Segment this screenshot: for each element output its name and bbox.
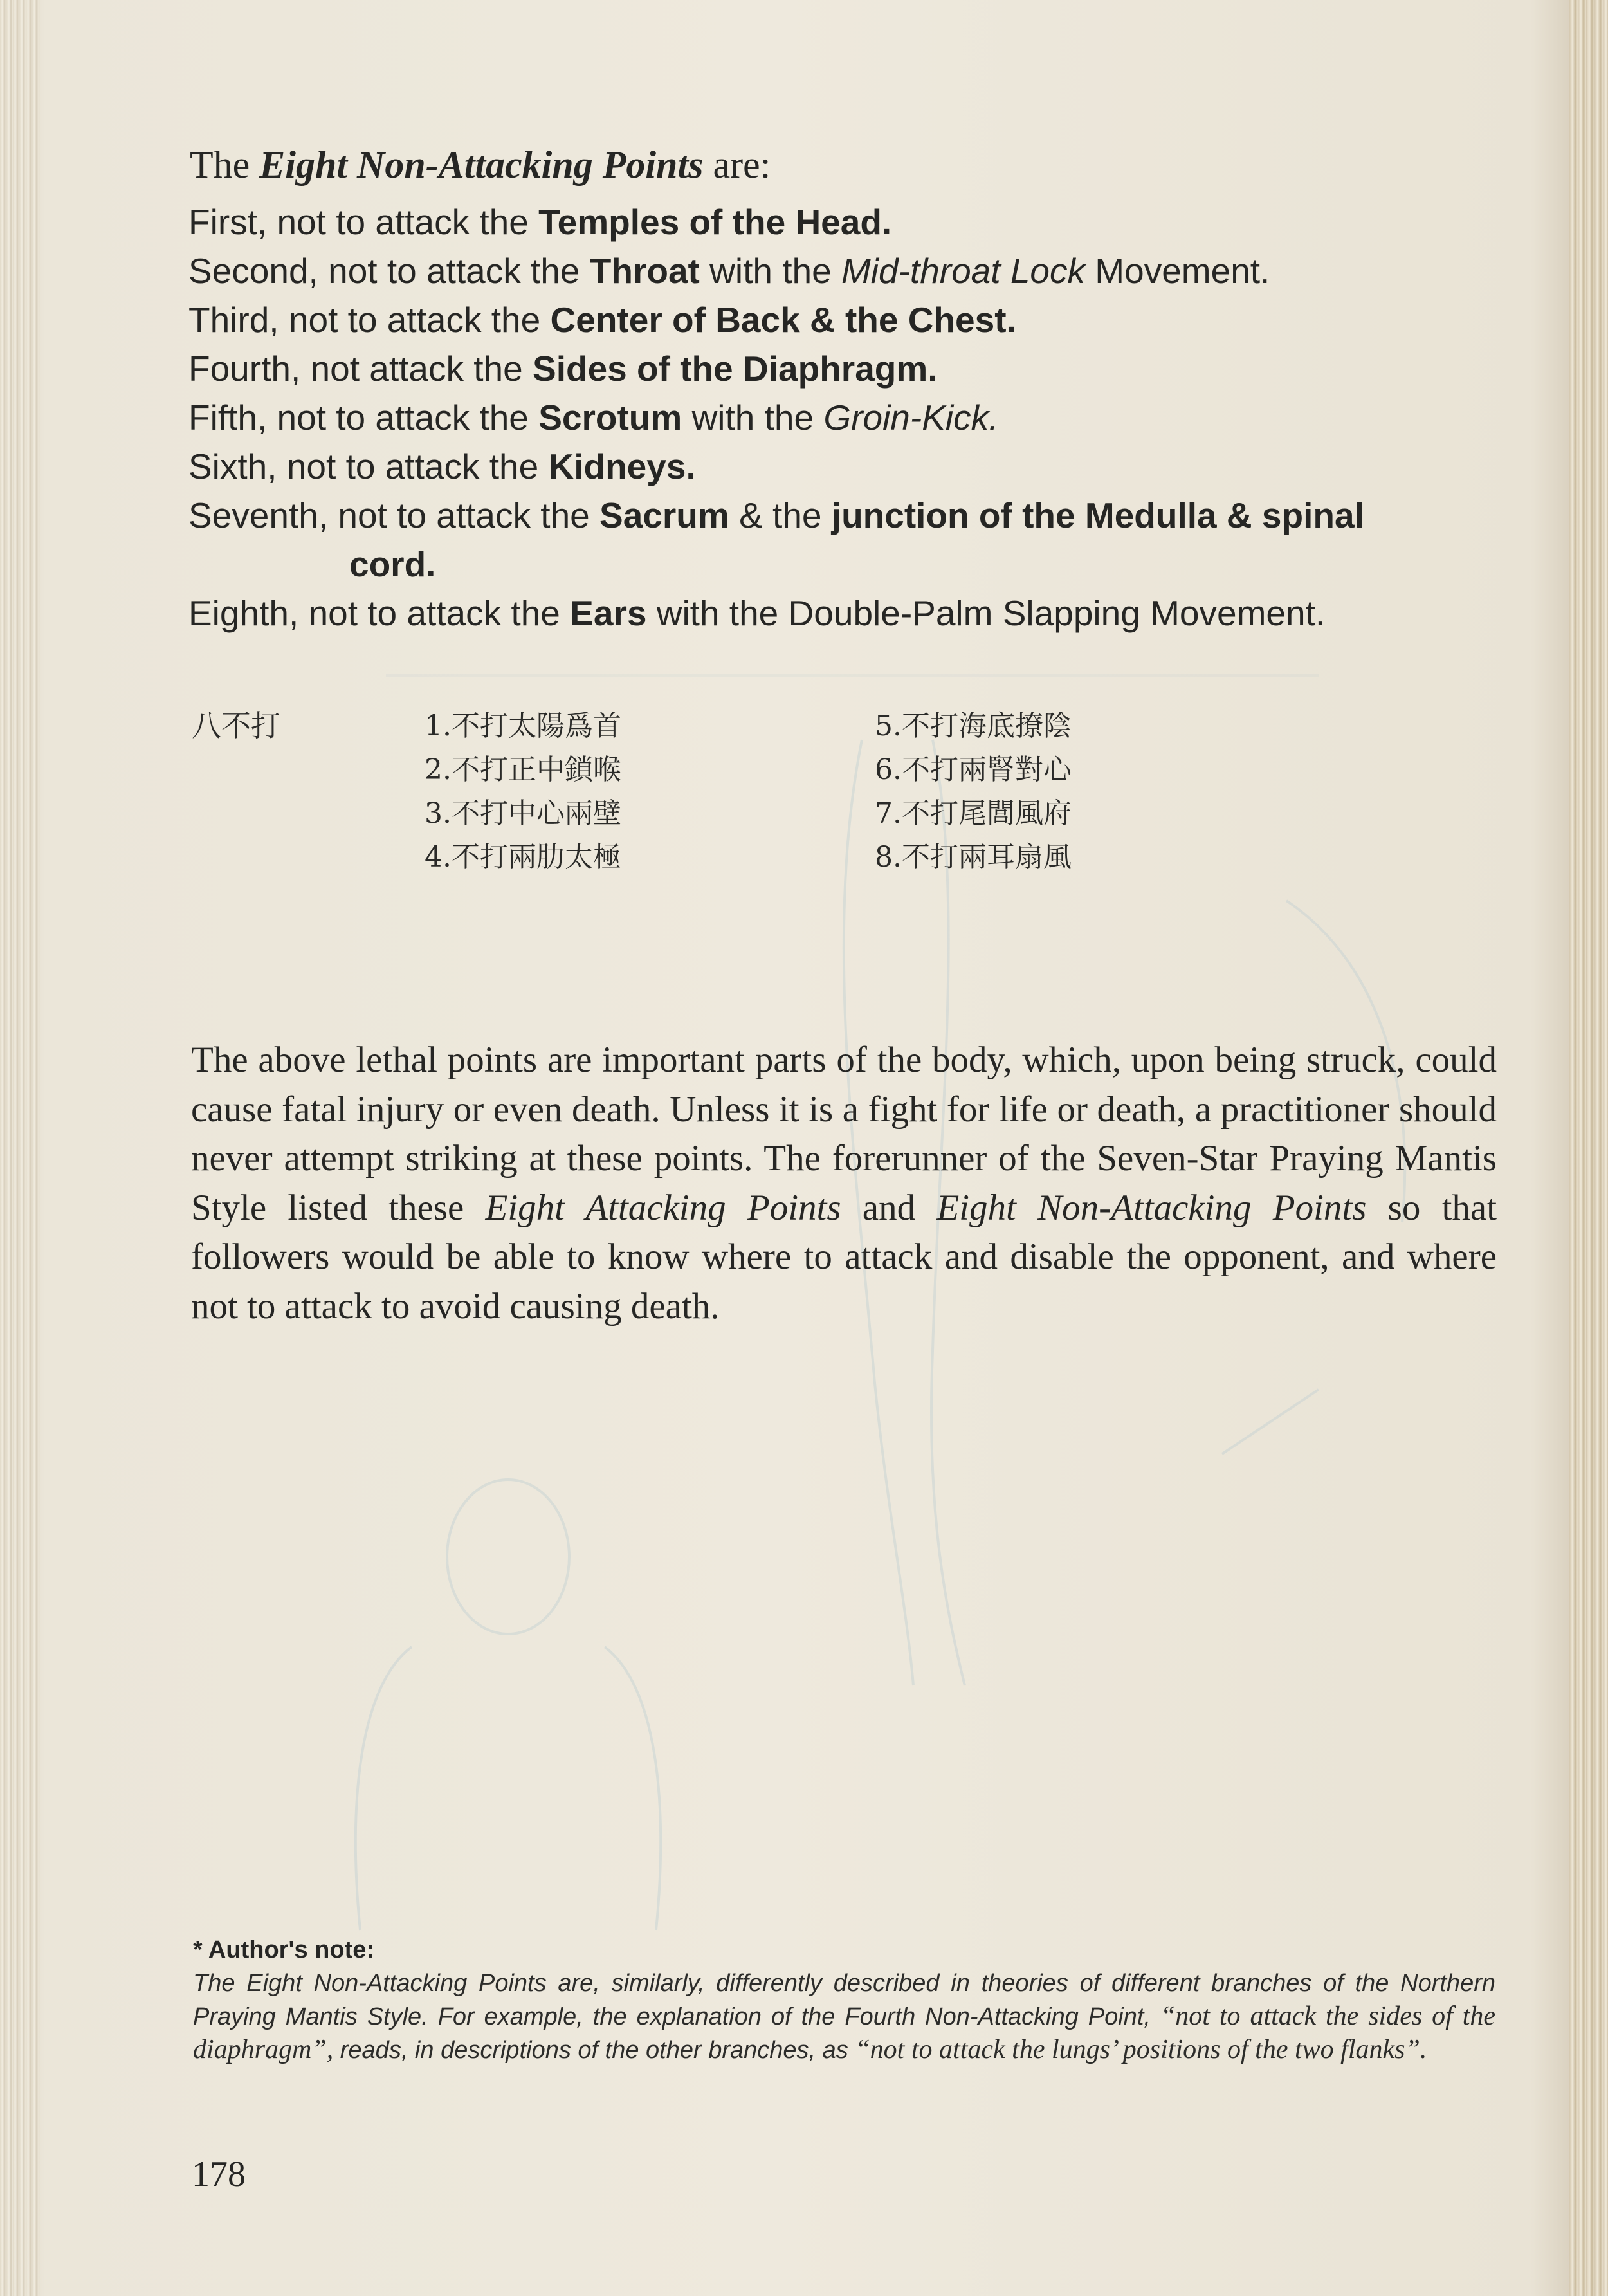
point-8: Eighth, not to attack the Ears with the Double-Palm Slapping Movement. [188,593,1326,633]
point-7: Seventh, not to attack the Sacrum & the junction of the Medulla & spinal [188,495,1364,535]
body-paragraph: The above lethal points are important parts of the body, which, upon being struck, could cause fatal injury or even death. Unless it is a fight for life or death, a practitioner should never attempt striking at these points. The forerunner of the Seven-Star Praying Mantis Style listed these Eight Attacking Points and Eight Non-Attacking Points so that followers would be able to know where to attack and disable the opponent, and where not to attack to avoid causing death. [191,1040,1497,1327]
chinese-item-7: 7.不打尾閭風府 [875,797,1072,830]
author-note-title: * Author's note: [193,1936,375,1963]
chinese-heading: 八不打 [192,708,280,743]
chinese-item-6: 6.不打兩腎對心 [875,753,1072,786]
chinese-item-2: 2.不打正中鎖喉 [425,753,621,786]
point-4: Fourth, not attack the Sides of the Diaphragm. [188,349,938,389]
intro-line: The Eight Non-Attacking Points are: [190,143,771,186]
point-1: First, not to attack the Temples of the Head. [188,202,892,242]
point-2: Second, not to attack the Throat with the Mid-throat Lock Movement. [188,251,1270,291]
point-5: Fifth, not to attack the Scrotum with the Groin-Kick. [188,398,999,437]
chinese-item-1: 1.不打太陽爲首 [425,710,621,742]
chinese-item-5: 5.不打海底撩陰 [875,710,1072,742]
chinese-item-3: 3.不打中心兩壁 [425,797,621,830]
chinese-item-4: 4.不打兩肋太極 [425,841,621,874]
point-7-continuation: cord. [349,544,436,584]
author-note-body: The Eight Non-Attacking Points are, similarly, differently described in theories of different branches of the Northern Praying Mantis Style. For example, the explanation of the Fourth Non-Attacking Point, “not to attack the sides of the diaphragm”, reads, in descriptions of the other branches, as “not to attack the lungs’ positions of the two flanks”. [193,1970,1495,2064]
point-6: Sixth, not to attack the Kidneys. [188,446,696,486]
page-number: 178 [192,2154,246,2194]
chinese-item-8: 8.不打兩耳扇風 [875,841,1072,874]
point-3: Third, not to attack the Center of Back & the Chest. [188,300,1016,340]
